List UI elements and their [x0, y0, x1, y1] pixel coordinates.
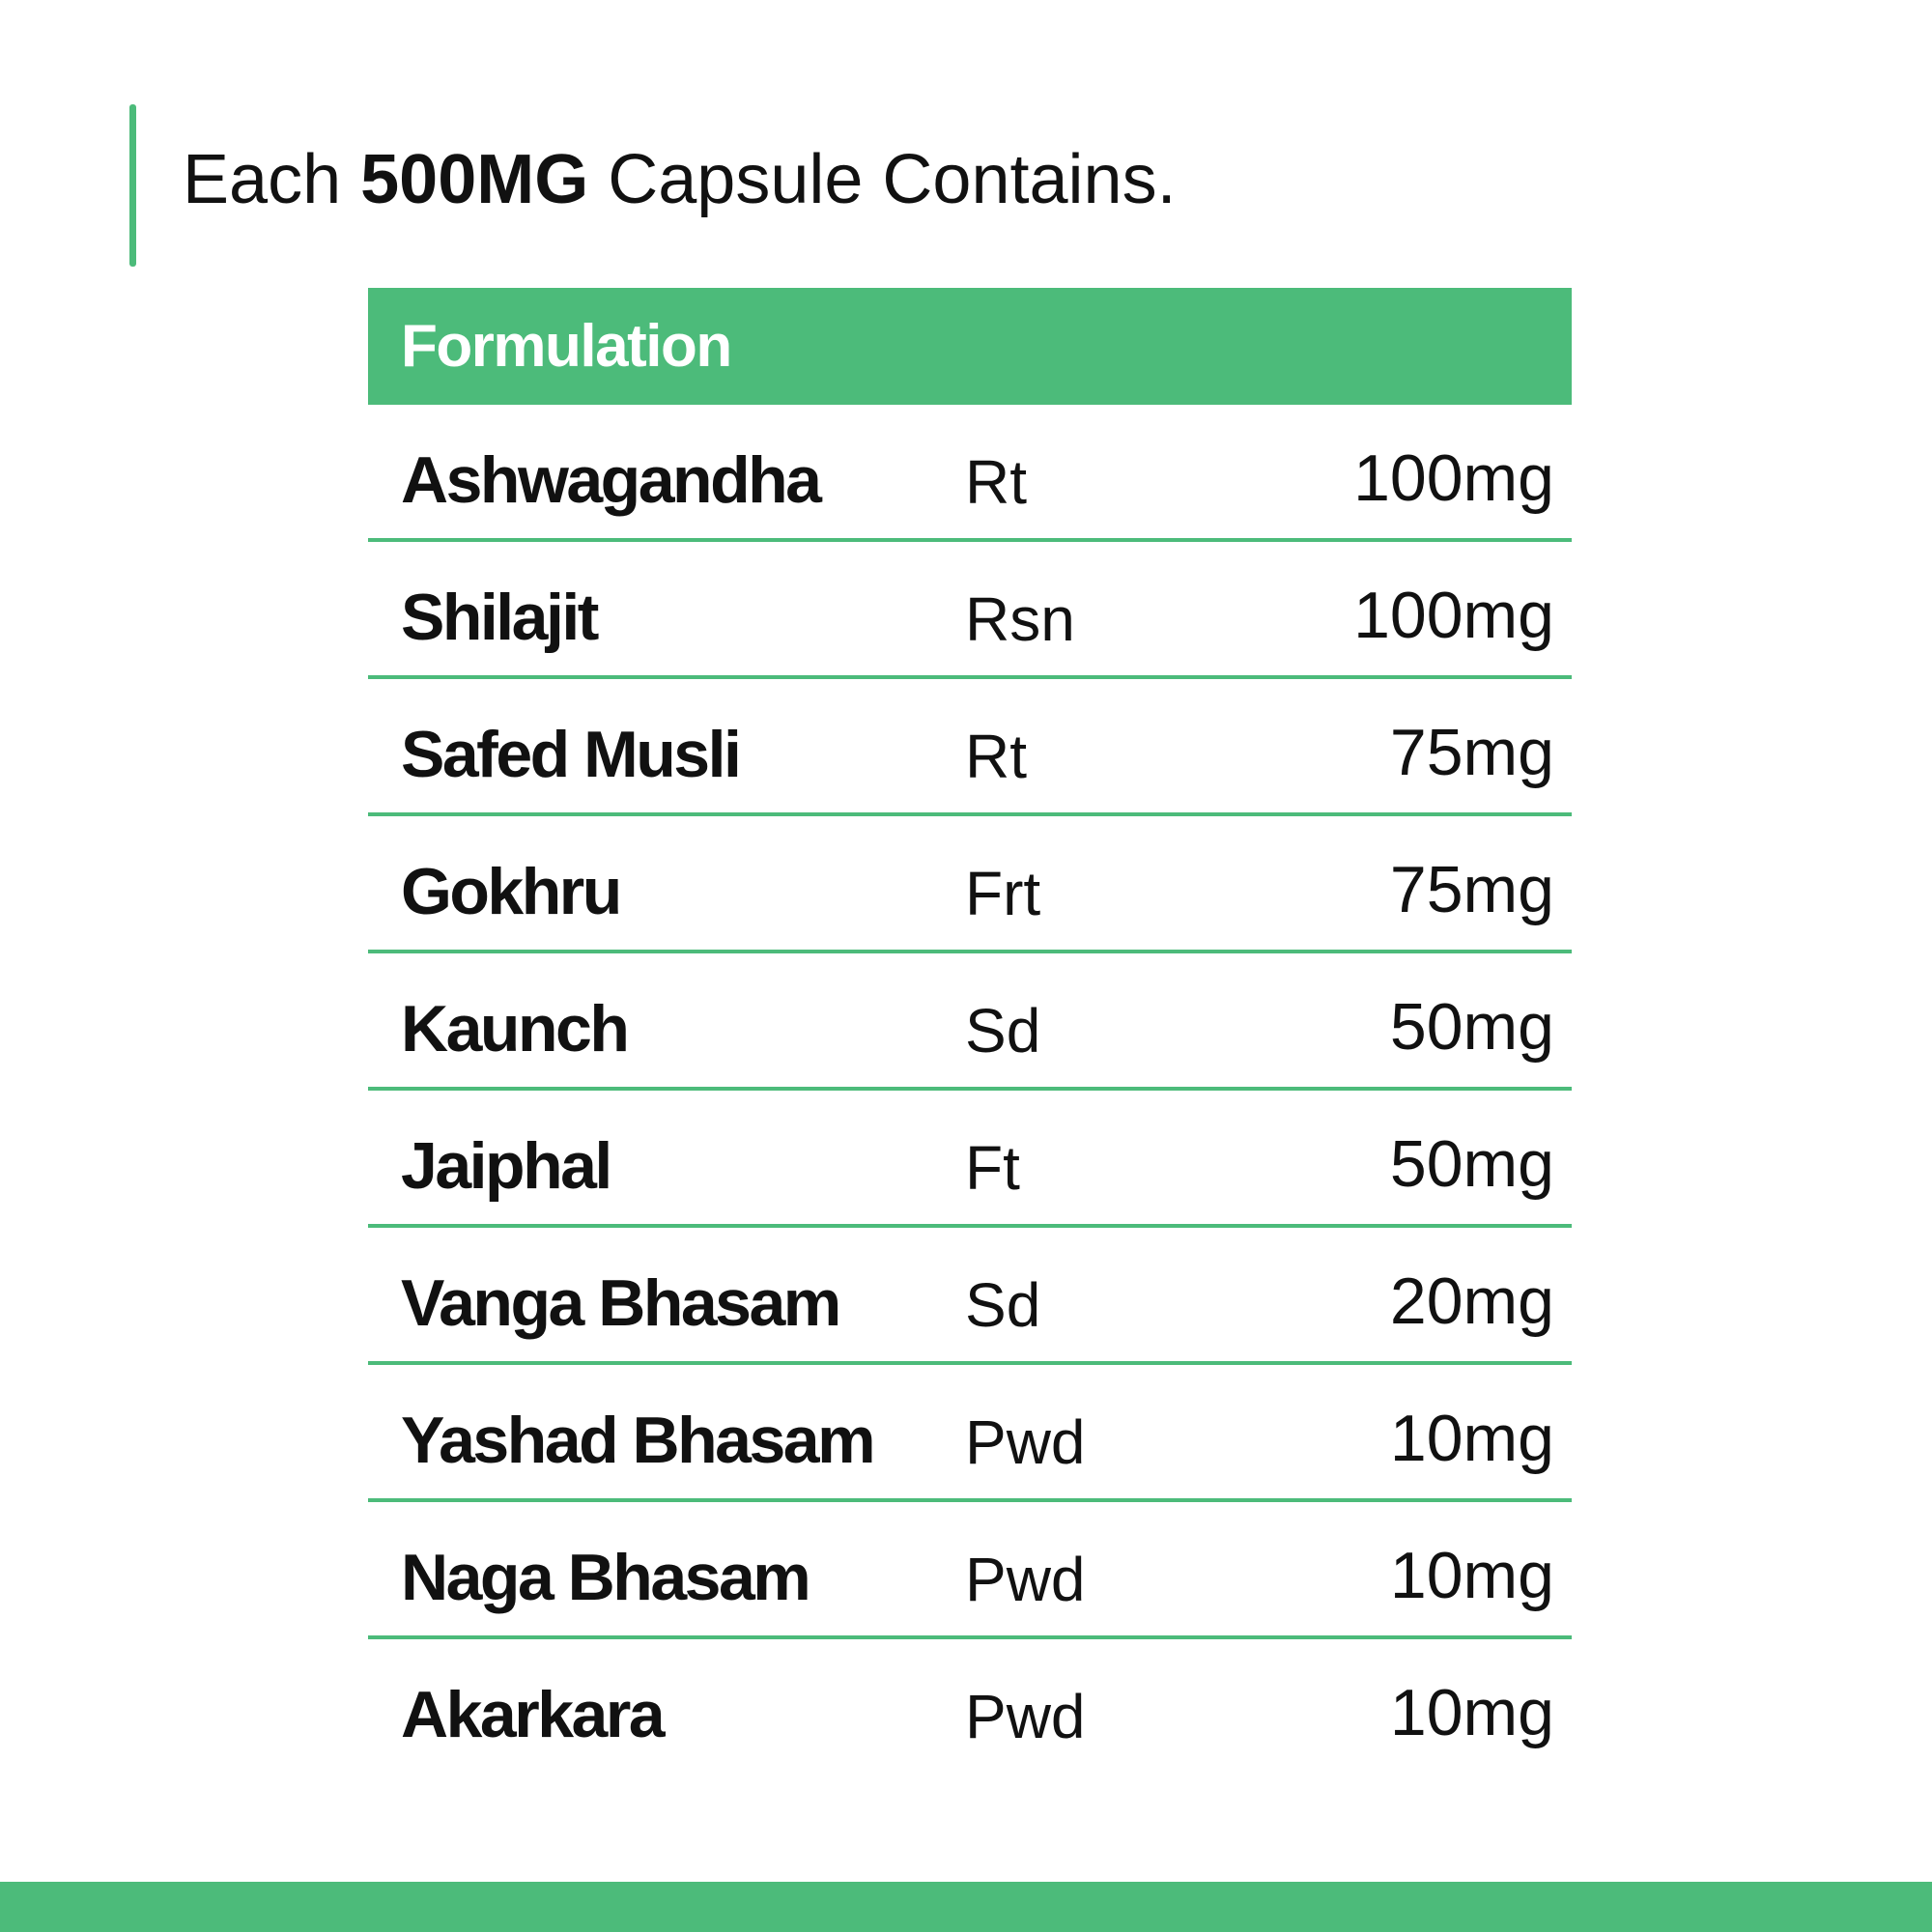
ingredient-part: Pwd — [965, 1545, 1086, 1614]
ingredient-part: Sd — [965, 996, 1041, 1065]
ingredient-part: Ft — [965, 1133, 1020, 1203]
ingredient-amount: 10mg — [1389, 1676, 1554, 1749]
ingredient-amount: 50mg — [1389, 1127, 1554, 1201]
ingredient-part: Pwd — [965, 1407, 1086, 1477]
ingredient-part: Rsn — [965, 584, 1075, 654]
ingredient-name: Jaiphal — [401, 1129, 611, 1203]
table-row — [368, 816, 1572, 953]
ingredient-name: Yashad Bhasam — [401, 1404, 874, 1477]
ingredient-amount: 20mg — [1389, 1264, 1554, 1338]
ingredient-part: Rt — [965, 447, 1027, 517]
heading-accent-bar — [129, 104, 136, 267]
ingredient-amount: 100mg — [1353, 441, 1554, 515]
page-title — [183, 133, 1177, 226]
ingredient-amount: 100mg — [1353, 579, 1554, 652]
table-row — [368, 679, 1572, 816]
ingredient-name: Ashwagandha — [401, 443, 820, 517]
ingredient-part: Frt — [965, 859, 1041, 928]
table-header — [368, 288, 1572, 405]
table-row — [368, 1228, 1572, 1365]
table-row — [368, 953, 1572, 1091]
title-prefix: Each — [183, 141, 361, 218]
ingredient-amount: 10mg — [1389, 1539, 1554, 1612]
ingredient-name: Shilajit — [401, 581, 597, 654]
ingredient-part: Rt — [965, 722, 1027, 791]
ingredient-part: Pwd — [965, 1682, 1086, 1751]
footer-bar — [0, 1882, 1932, 1932]
ingredient-name: Safed Musli — [401, 718, 740, 791]
ingredient-name: Gokhru — [401, 855, 620, 928]
table-row — [368, 405, 1572, 542]
table-row — [368, 542, 1572, 679]
ingredient-amount: 75mg — [1389, 853, 1554, 926]
table-header-label: Formulation — [401, 313, 731, 380]
ingredient-name: Vanga Bhasam — [401, 1266, 839, 1340]
formulation-table — [368, 288, 1572, 1776]
table-row — [368, 1091, 1572, 1228]
ingredient-amount: 75mg — [1389, 716, 1554, 789]
ingredient-part: Sd — [965, 1270, 1041, 1340]
ingredient-name: Kaunch — [401, 992, 628, 1065]
table-row — [368, 1365, 1572, 1502]
ingredient-name: Naga Bhasam — [401, 1541, 810, 1614]
title-emphasis: 500MG — [360, 141, 589, 218]
title-suffix: Capsule Contains. — [588, 141, 1177, 218]
ingredient-name: Akarkara — [401, 1678, 664, 1751]
table-row — [368, 1639, 1572, 1776]
ingredient-amount: 50mg — [1389, 990, 1554, 1064]
table-row — [368, 1502, 1572, 1639]
ingredient-amount: 10mg — [1389, 1402, 1554, 1475]
